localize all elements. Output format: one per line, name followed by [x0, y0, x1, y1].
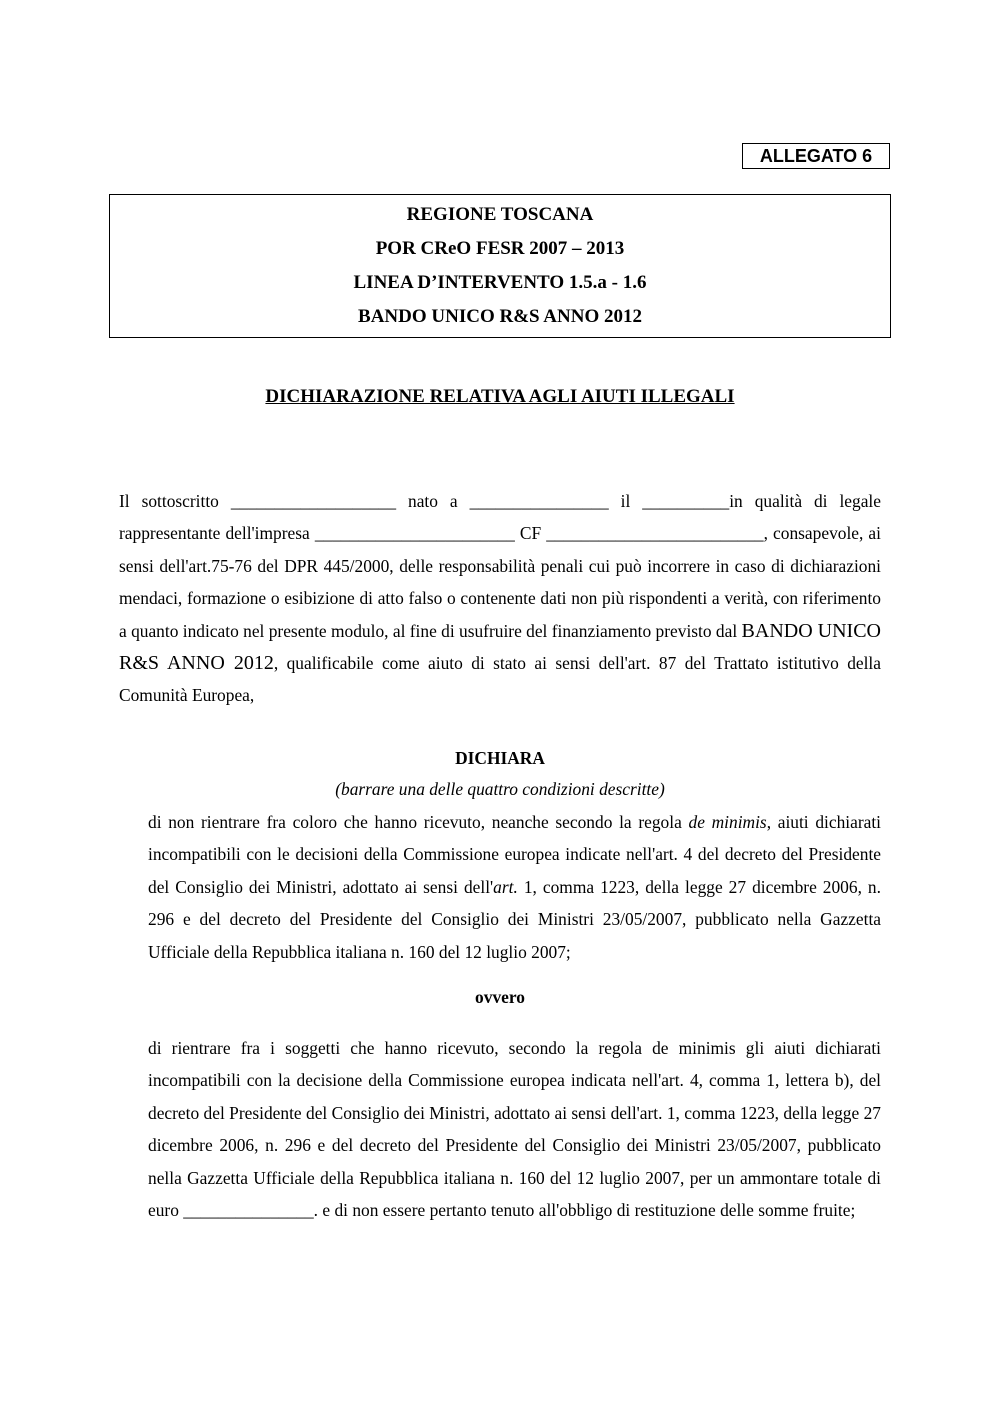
condition-1-text-a: di non rientrare fra coloro che hanno ricevuto, neanche secondo la regola	[148, 812, 689, 832]
condition-2: di rientrare fra i soggetti che hanno ricevuto, secondo la regola de minimis gli aiuti dichiarati incompatibili con la decisione della Commissione europea indicata nell'art. 4, comma 1, lettera b), del decreto del Presidente del Consiglio dei Ministri, adottato ai sensi dell'art. 1, comma 1223, della legge 27 dicembre 2006, n. 296 e del decreto del Presidente del Consiglio dei Ministri 23/05/2007, pubblicato nella Gazzetta Ufficiale della Repubblica italiana n. 160 del 12 luglio 2007, per un ammontare totale di euro _______________. e di non essere pertanto tenuto all'obbligo di restituzione delle somme fruite;	[148, 1038, 881, 1221]
header-line-region: REGIONE TOSCANA	[406, 204, 594, 225]
header-box	[109, 194, 891, 338]
header-line-intervention: LINEA D’INTERVENTO 1.5.a - 1.6	[353, 272, 647, 293]
condition-1-italic-de-minimis: de minimis	[688, 812, 767, 832]
allegato-label: ALLEGATO 6	[742, 143, 890, 169]
intro-paragraph	[119, 485, 881, 712]
document-title: DICHIARAZIONE RELATIVA AGLI AIUTI ILLEGALI	[265, 386, 735, 407]
condition-1	[148, 806, 881, 968]
intro-text-part2: , qualificabile come aiuto di stato ai sensi dell'art. 87 del Trattato istitutivo della Comunità Europea,	[119, 653, 881, 706]
condition-1-text-b: , aiuti dichiarati incompatibili con le decisioni della Commissione europea indicate nell'art. 4 del decreto del Presidente del Consiglio dei Ministri, adottato ai sensi dell'	[148, 812, 882, 897]
condition-1-italic-art: art.	[493, 876, 518, 897]
dichiara-heading: DICHIARA	[455, 748, 545, 768]
intro-text-part1: Il sottoscritto ___________________ nato a ________________ il __________in qualità di legale rappresentante dell'impresa _______________________ CF _________________________, consapevole, ai sensi dell'art.75-76 del DPR 445/2000, delle responsabilità penali cui può incorrere in caso di dichiarazioni mendaci, formazione o esibizione di atto falso o contenente dati non più rispondenti a verità, con riferimento a quanto indicato nel presente modulo, al fine di usufruire del finanziamento previsto dal	[119, 491, 881, 641]
instruction-note: (barrare una delle quattro condizioni descritte)	[335, 779, 665, 799]
ovvero-separator: ovvero	[475, 987, 525, 1007]
header-line-program: POR CReO FESR 2007 – 2013	[375, 238, 625, 259]
header-line-bando: BANDO UNICO R&S ANNO 2012	[358, 306, 642, 327]
condition-1-text-c: 1, comma 1223, della legge 27 dicembre 2006, n. 296 e del decreto del Presidente del Consiglio dei Ministri 23/05/2007, pubblicato nella Gazzetta Ufficiale della Repubblica italiana n. 160 del 12 luglio 2007;	[148, 876, 881, 962]
intro-bando-name: BANDO UNICO R&S ANNO 2012	[119, 619, 881, 675]
